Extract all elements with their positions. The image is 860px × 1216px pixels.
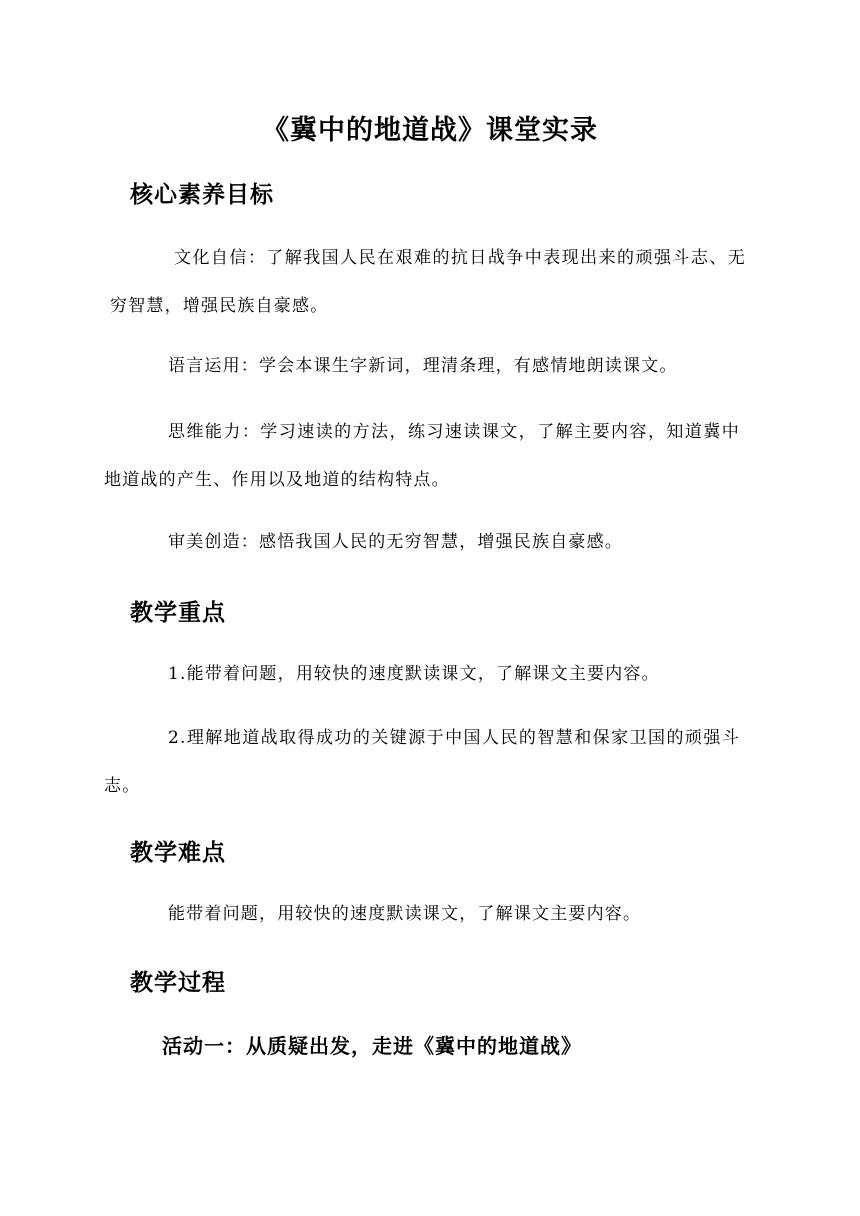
- goal-paragraph-culture: 文化自信：了解我国人民在艰难的抗日战争中表现出来的顽强斗志、无穷智慧，增强民族自豪感。: [110, 248, 746, 316]
- goal-paragraph-language: 语言运用：学会本课生字新词，理清条理，有感情地朗读课文。: [168, 356, 678, 376]
- document-title: 《冀中的地道战》课堂实录: [262, 115, 598, 146]
- goal-paragraph-thinking: 思维能力：学习速读的方法，练习速读课文，了解主要内容，知道冀中地道战的产生、作用以及地道的结构特点。: [104, 422, 740, 490]
- activity-1-heading: 活动一：从质疑出发，走进《冀中的地道战》: [162, 1034, 582, 1058]
- key-point-2: 2.理解地道战取得成功的关键源于中国人民的智慧和保家卫国的顽强斗志。: [104, 728, 740, 796]
- goal-paragraph-aesthetic: 审美创造：感悟我国人民的无穷智慧，增强民族自豪感。: [168, 532, 623, 552]
- section-heading-process: 教学过程: [130, 970, 226, 996]
- difficulty-1: 能带着问题，用较快的速度默读课文，了解课文主要内容。: [168, 904, 642, 924]
- key-point-1: 1.能带着问题，用较快的速度默读课文，了解课文主要内容。: [168, 664, 660, 684]
- section-heading-goals: 核心素养目标: [130, 182, 274, 208]
- section-heading-key-points: 教学重点: [130, 600, 226, 626]
- section-heading-difficulties: 教学难点: [130, 840, 226, 866]
